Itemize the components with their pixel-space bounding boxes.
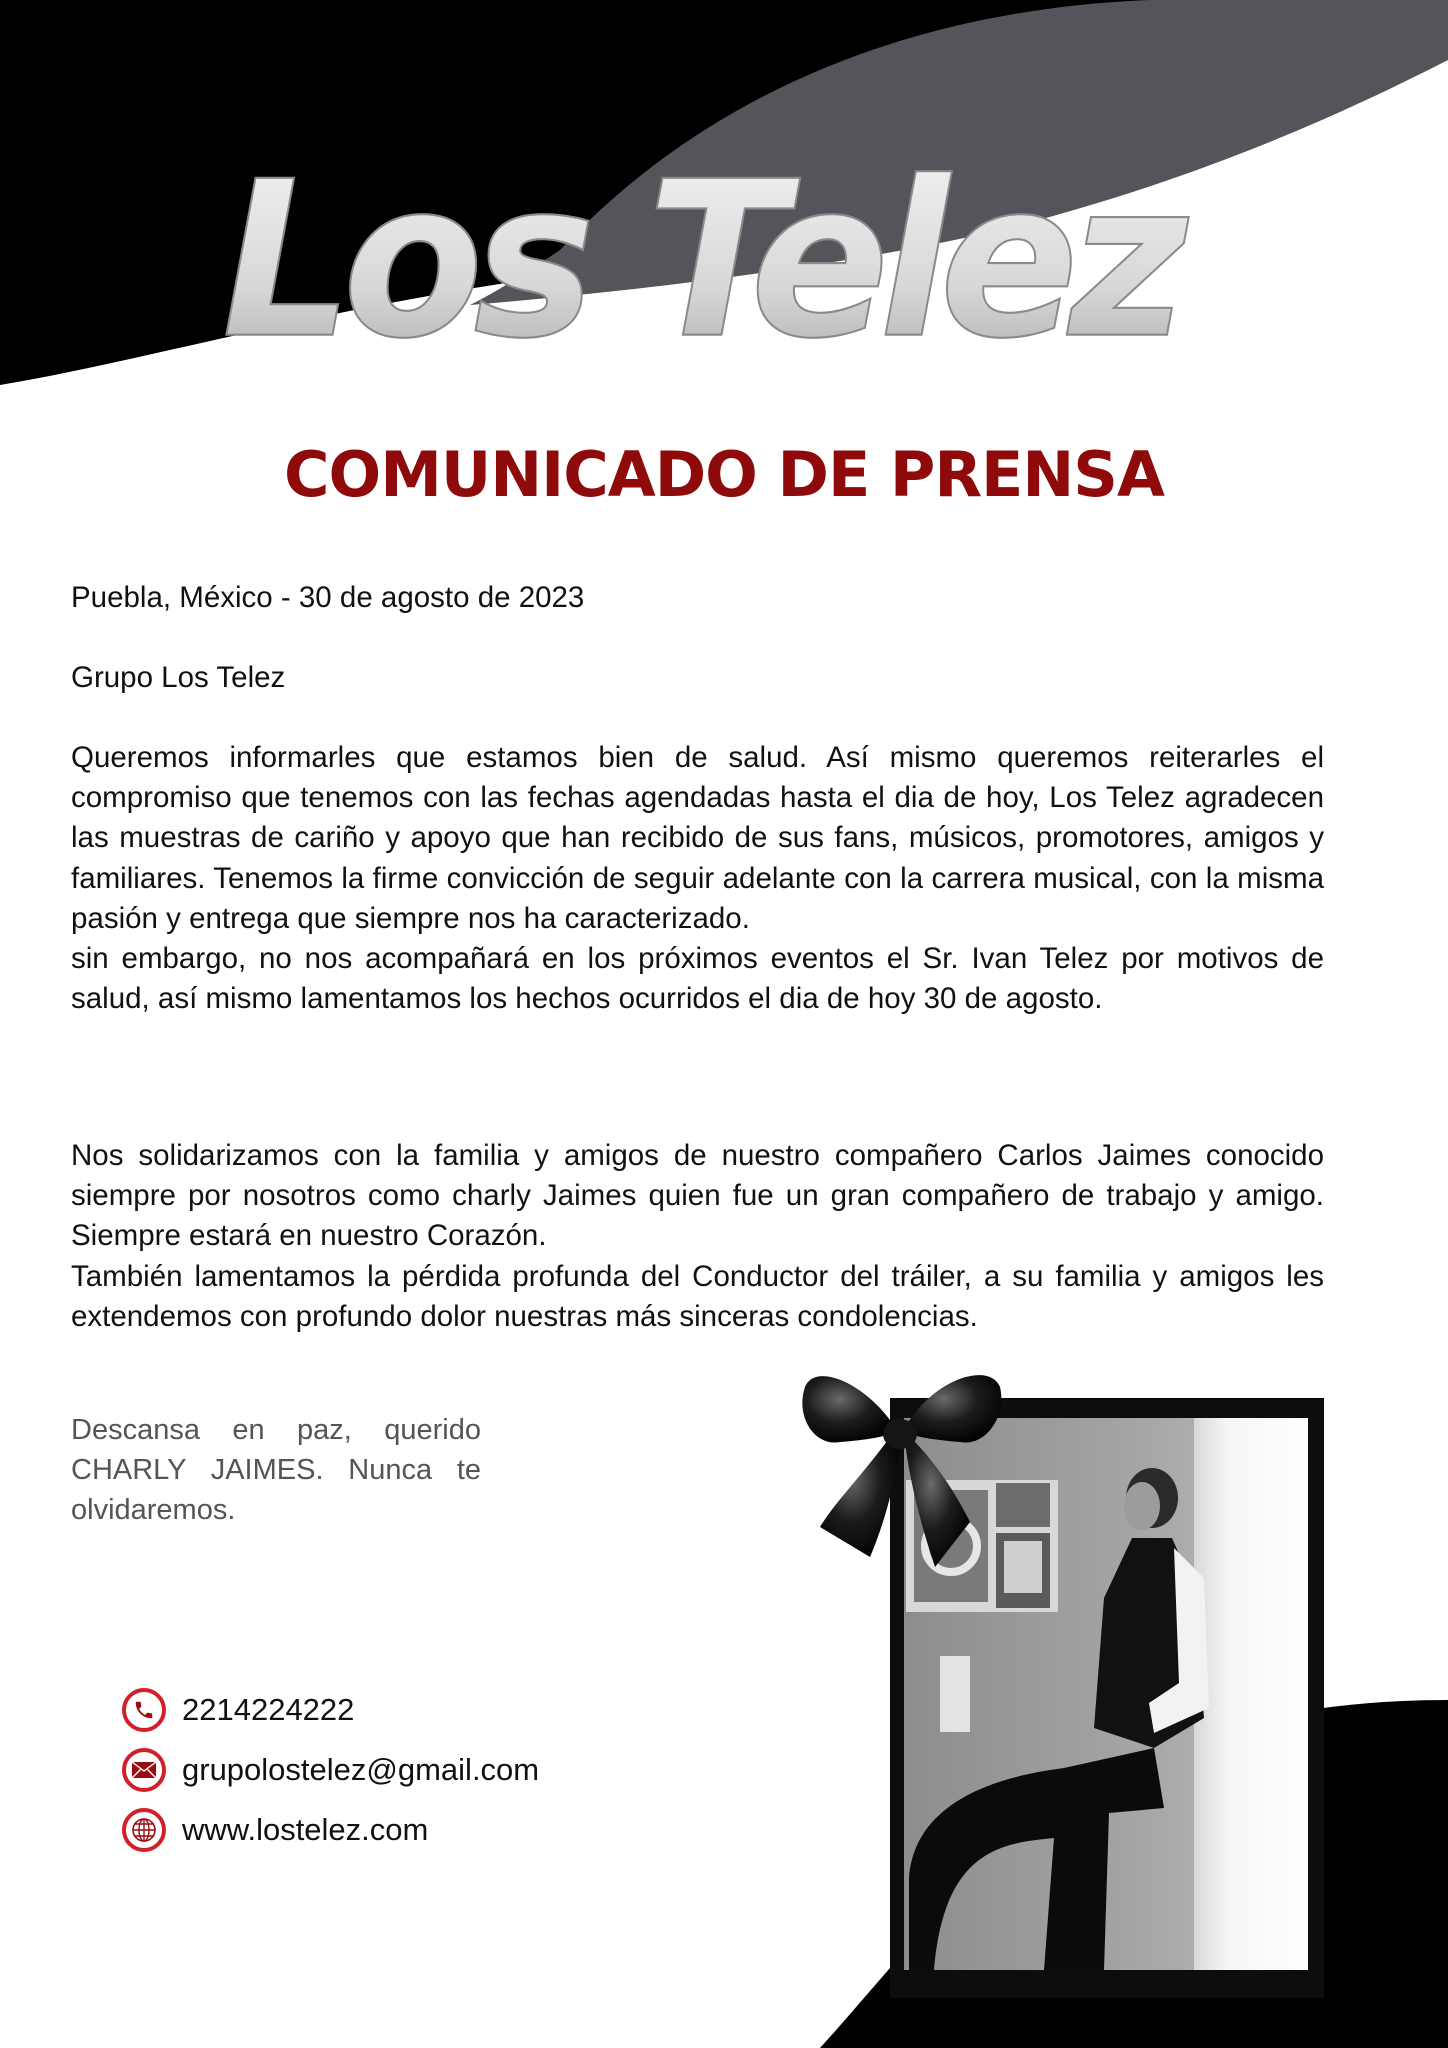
paragraph-2 bbox=[71, 1136, 1324, 1337]
page-title: COMUNICADO DE PRENSA bbox=[284, 438, 1164, 511]
email-address: grupolostelez@gmail.com bbox=[182, 1752, 540, 1787]
website-url: www.lostelez.com bbox=[182, 1812, 429, 1847]
phone-icon bbox=[122, 1688, 166, 1732]
paragraph-2-main: Nos solidarizamos con la familia y amigos de nuestro compañero Carlos Jaimes conocido siempre por nosotros como charly Jaimes quien fue un gran compañero de trabajo y amigo. Siempre estará en nuestro Corazón. bbox=[71, 1139, 1324, 1253]
paragraph-1-continued: sin embargo, no nos acompañará en los próximos eventos el Sr. Ivan Telez por motivos de salud, así mismo lamentamos los hechos ocurridos el dia de hoy 30 de agosto. bbox=[71, 942, 1324, 1016]
paragraph-1-main: Queremos informarles que estamos bien de salud. Así mismo queremos reiterarles el compromiso que tenemos con las fechas agendadas hasta el dia de hoy, Los Telez agradecen las muestras de cariño y apoyo que han recibido de sus fans, músicos, promotores, amigos y familiares. Tenemos la firme convicción de seguir adelante con la carrera musical, con la misma pasión y entrega que siempre nos ha caracterizado. bbox=[71, 741, 1324, 935]
contact-website[interactable] bbox=[122, 1800, 539, 1860]
paragraph-2-continued: También lamentamos la pérdida profunda del Conductor del tráiler, a su familia y amigos les extendemos con profundo dolor nuestras más sinceras condolencias. bbox=[71, 1259, 1324, 1333]
paragraph-1 bbox=[71, 738, 1324, 1019]
contact-phone[interactable] bbox=[122, 1680, 539, 1740]
memorial-text: Descansa en paz, querido CHARLY JAIMES. Nunca te olvidaremos. bbox=[71, 1414, 481, 1526]
envelope-icon bbox=[122, 1748, 166, 1792]
dateline: Puebla, México - 30 de agosto de 2023 bbox=[71, 581, 585, 614]
los-telez-logo bbox=[150, 130, 1250, 370]
svg-text:Los Telez: Los Telez bbox=[222, 135, 1178, 370]
globe-icon bbox=[122, 1808, 166, 1852]
group-name: Grupo Los Telez bbox=[71, 661, 286, 694]
contact-list bbox=[122, 1680, 539, 1860]
contact-email[interactable] bbox=[122, 1740, 539, 1800]
mourning-ribbon-icon bbox=[795, 1362, 1015, 1582]
phone-number: 2214224222 bbox=[182, 1692, 355, 1727]
